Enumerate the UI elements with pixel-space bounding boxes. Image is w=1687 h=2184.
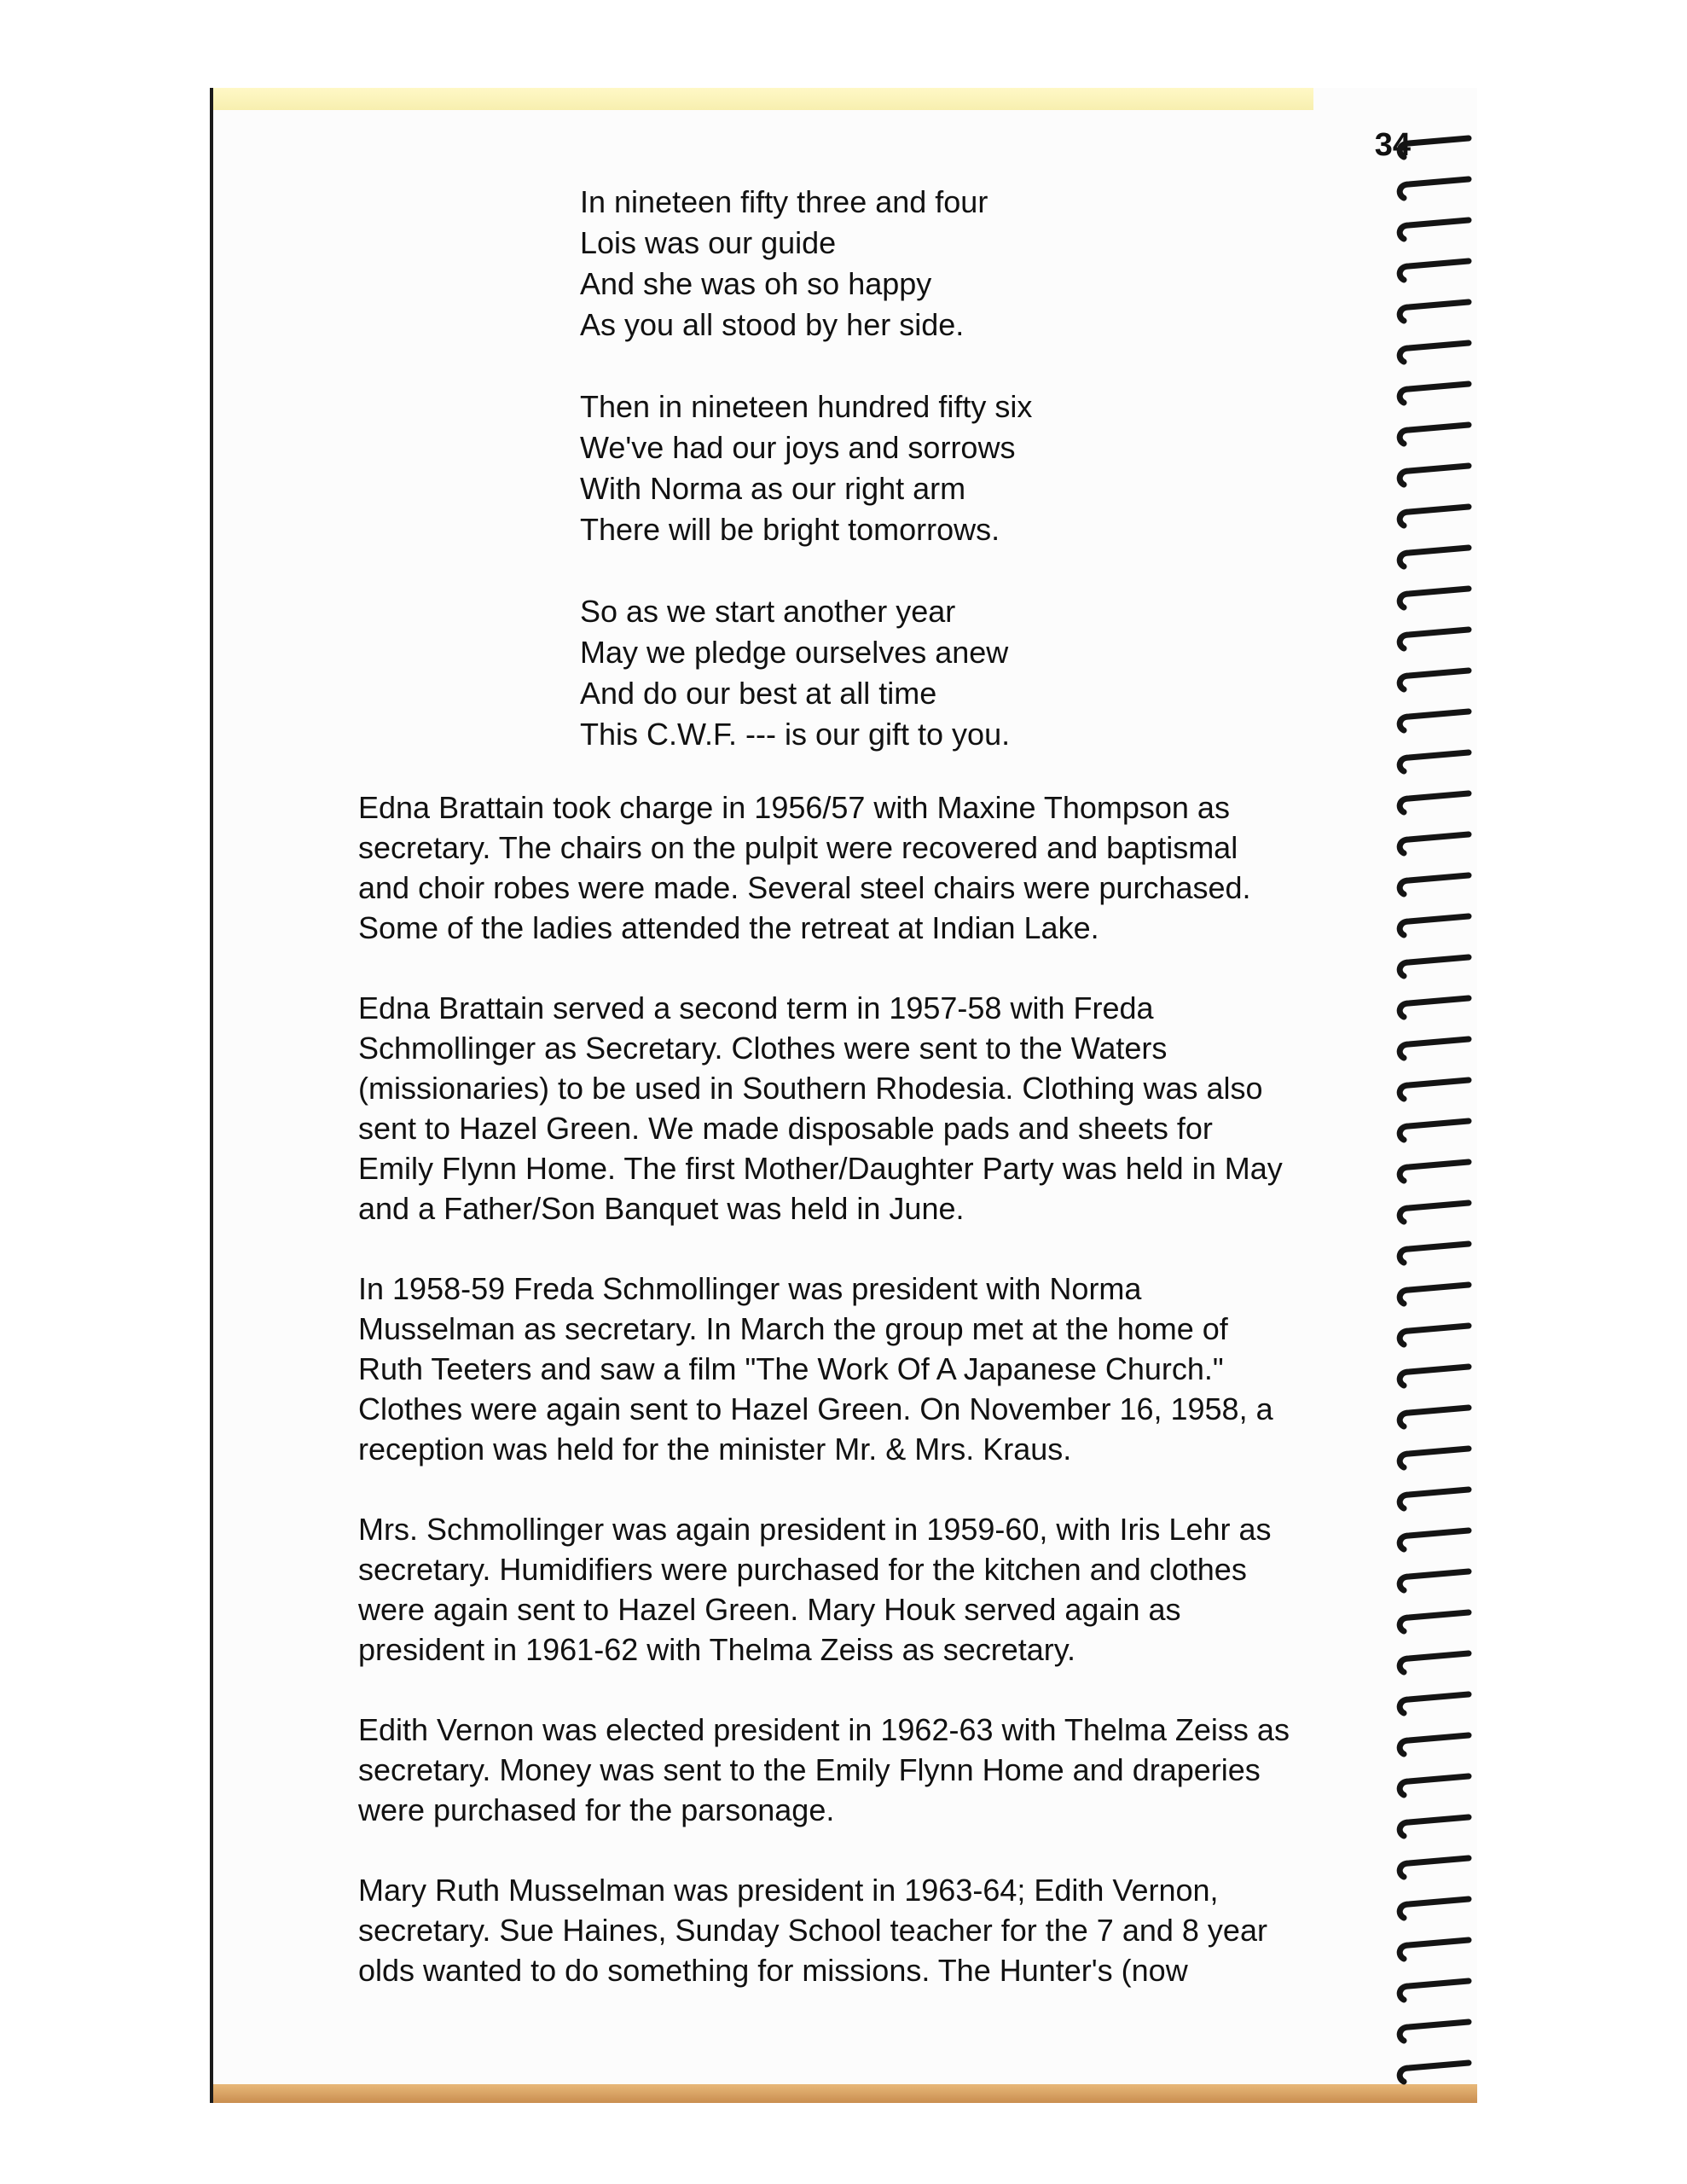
spiral-coil [1392,749,1474,778]
paragraph-line: Some of the ladies attended the retreat at Indian Lake. [358,910,1099,945]
paragraph [358,787,1365,948]
paragraph-line: Mrs. Schmollinger was again president in 1959-60, with Iris Lehr as [358,1512,1272,1547]
spiral-coil [1392,1199,1474,1228]
document-page [210,88,1477,2103]
paragraph [358,1870,1365,1990]
paragraph-line: olds wanted to do something for missions. The Hunter's (now [358,1953,1188,1988]
spiral-coil [1392,299,1474,328]
poem-line: There will be bright tomorrows. [580,512,1000,547]
poem-line: As you all stood by her side. [580,307,965,342]
spiral-coil [1392,1363,1474,1392]
spiral-coil [1392,1036,1474,1065]
poem-line: Lois was our guide [580,225,837,260]
poem-stanza [580,182,1177,346]
paragraph-line: and choir robes were made. Several steel chairs were purchased. [358,870,1251,905]
poem-stanza [580,386,1177,550]
spiral-coil [1392,1650,1474,1679]
spiral-coil [1392,1445,1474,1474]
spiral-coil [1392,626,1474,655]
paragraph-line: and a Father/Son Banquet was held in June. [358,1191,965,1226]
spiral-coil [1392,1281,1474,1310]
spiral-coil [1392,1691,1474,1720]
spiral-coil [1392,1077,1474,1106]
spiral-coil [1392,258,1474,287]
spiral-coil [1392,135,1474,164]
spiral-coil [1392,340,1474,369]
paragraphs [358,787,1365,2030]
spiral-binding [1392,135,1477,2088]
paragraph [358,1269,1365,1469]
spiral-coil [1392,176,1474,205]
poem-line: So as we start another year [580,594,956,629]
paragraph-line: (missionaries) to be used in Southern Rhodesia. Clothing was also [358,1071,1263,1106]
paragraph-line: Emily Flynn Home. The first Mother/Daughter Party was held in May [358,1151,1283,1186]
spiral-coil [1392,790,1474,819]
spiral-coil [1392,1118,1474,1147]
spiral-coil [1392,995,1474,1024]
paragraph-line: Edna Brattain took charge in 1956/57 with Maxine Thompson as [358,790,1230,825]
paragraph-line: secretary. Money was sent to the Emily Flynn Home and draperies [358,1752,1261,1787]
spiral-coil [1392,1609,1474,1638]
spiral-coil [1392,1568,1474,1597]
poem-line: And she was oh so happy [580,266,932,301]
spiral-coil [1392,708,1474,737]
spiral-coil [1392,1159,1474,1188]
spiral-coil [1392,217,1474,246]
paragraph-line: Musselman as secretary. In March the group met at the home of [358,1311,1228,1346]
spiral-coil [1392,1240,1474,1269]
paragraph-line: president in 1961-62 with Thelma Zeiss as secretary. [358,1632,1076,1667]
spiral-coil [1392,1773,1474,1802]
poem-line: We've had our joys and sorrows [580,430,1016,465]
spiral-coil [1392,954,1474,983]
spiral-coil [1392,2018,1474,2048]
spiral-coil [1392,585,1474,614]
spiral-coil [1392,544,1474,573]
poem-line: May we pledge ourselves anew [580,635,1009,670]
spiral-coil [1392,831,1474,860]
paragraph-line: Edith Vernon was elected president in 1962-63 with Thelma Zeiss as [358,1712,1290,1747]
spiral-coil [1392,462,1474,491]
poem-line: This C.W.F. --- is our gift to you. [580,717,1011,752]
spiral-coil [1392,1404,1474,1433]
paragraph-line: sent to Hazel Green. We made disposable pads and sheets for [358,1111,1213,1146]
spiral-coil [1392,503,1474,532]
paragraph-line: secretary. The chairs on the pulpit were recovered and baptismal [358,830,1238,865]
paragraph-line: were purchased for the parsonage. [358,1792,835,1827]
paragraph-line: In 1958-59 Freda Schmollinger was president with Norma [358,1271,1142,1306]
spiral-coil [1392,1978,1474,2007]
spiral-coil [1392,421,1474,450]
spiral-coil [1392,2059,1474,2088]
poem [580,182,1177,796]
spiral-coil [1392,380,1474,410]
poem-line: And do our best at all time [580,676,937,711]
spiral-coil [1392,1896,1474,1925]
paragraph-line: Mary Ruth Musselman was president in 1963-64; Edith Vernon, [358,1873,1219,1908]
page-content [213,88,1477,2103]
spiral-coil [1392,1855,1474,1884]
paragraph-line: reception was held for the minister Mr. & Mrs. Kraus. [358,1432,1072,1467]
poem-line: With Norma as our right arm [580,471,966,506]
spiral-coil [1392,1732,1474,1761]
paragraph [358,1509,1365,1670]
paragraph-line: Edna Brattain served a second term in 1957-58 with Freda [358,990,1154,1025]
spiral-coil [1392,913,1474,942]
poem-stanza [580,591,1177,755]
paragraph [358,1710,1365,1830]
spiral-coil [1392,1937,1474,1966]
spiral-coil [1392,1527,1474,1556]
paragraph [358,988,1365,1228]
poem-line: Then in nineteen hundred fifty six [580,389,1033,424]
spiral-coil [1392,1322,1474,1351]
spiral-coil [1392,1814,1474,1843]
spiral-coil [1392,1486,1474,1515]
paragraph-line: Ruth Teeters and saw a film "The Work Of A Japanese Church." [358,1351,1224,1386]
spiral-coil [1392,667,1474,696]
spiral-coil [1392,872,1474,901]
paragraph-line: secretary. Humidifiers were purchased for the kitchen and clothes [358,1552,1247,1587]
paragraph-line: were again sent to Hazel Green. Mary Houk served again as [358,1592,1181,1627]
page-number: 34 [1374,127,1411,163]
paragraph-line: secretary. Sue Haines, Sunday School teacher for the 7 and 8 year [358,1913,1267,1948]
paragraph-line: Clothes were again sent to Hazel Green. On November 16, 1958, a [358,1391,1273,1426]
poem-line: In nineteen fifty three and four [580,184,988,219]
paragraph-line: Schmollinger as Secretary. Clothes were sent to the Waters [358,1031,1168,1066]
